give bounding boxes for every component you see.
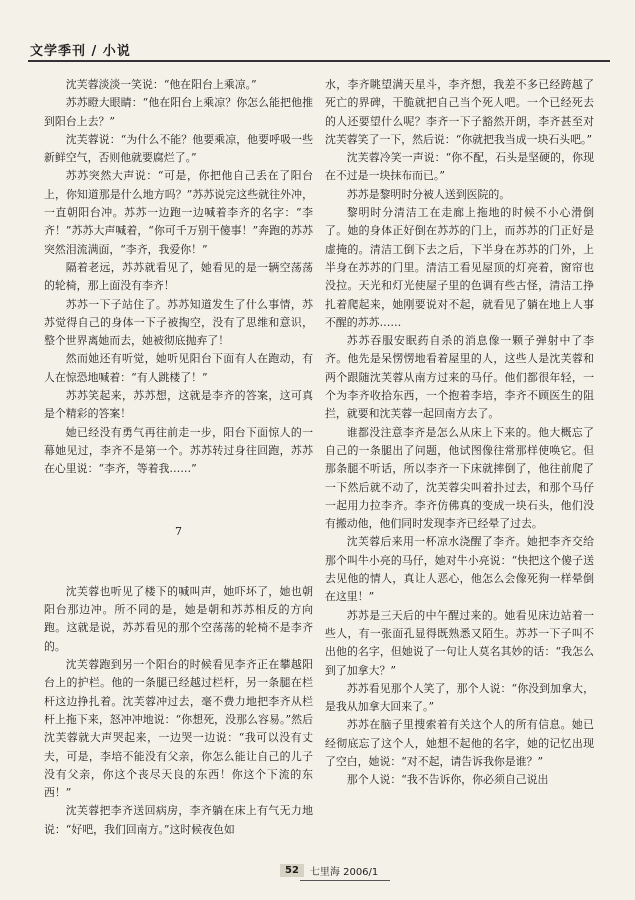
paragraph: 沈芙蓉淡淡一笑说：“他在阳台上乘凉。” — [65, 78, 257, 91]
paragraph: 沈芙蓉后来用一杯凉水浇醒了李齐。她把李齐交给那个叫牛小亮的马仔，她对牛小亮说：“快把这个傻子送去见他的情人，真让人恶心，他怎么会像死狗一样晕倒在这里！” — [325, 535, 594, 604]
paragraph: 然而她还有听觉，她听见阳台下面有人在跑动，有人在惊恐地喊着：“有人跳楼了！” — [44, 352, 313, 384]
paragraph: 她已经没有勇气再往前走一步，阳台下面惊人的一幕她见过，李齐不是第一个。苏苏转过身往回跑，苏苏在心里说：“李齐，等着我……” — [44, 425, 313, 476]
section-number: 7 — [175, 524, 182, 538]
page-number: 52 — [280, 864, 304, 877]
paragraph: 苏苏突然大声说：“可是，你把他自己丢在了阳台上，你知道那是什么地方吗？”苏苏说完这些就往外冲，一直朝阳台冲。苏苏一边跑一边喊着李齐的名字：“李齐！”苏苏大声喊着，“你可千万别干傻事！”奔跑的苏苏突然泪流满面，“李齐，我爱你！” — [44, 169, 313, 256]
footer-rule — [300, 880, 390, 881]
right-column — [325, 76, 594, 790]
paragraph: 谁都没注意李齐是怎么从床上下来的。他大概忘了自己的一条腿出了问题，他试图像往常那样使唤它。但那条腿不听话，所以李齐一下床就摔倒了，他往前爬了一下然后就不动了，沈芙蓉尖叫着扑过去，和那个马仔一起用力拉李齐。李齐仿佛真的变成一块石头，他们没有搬动他，他们同时发现李齐已经晕了过去。 — [325, 425, 594, 531]
paragraph: 沈芙蓉跑到另一个阳台的时候看见李齐正在攀越阳台上的护栏。他的一条腿已经越过栏杆，另一条腿在栏杆这边挣扎着。沈芙蓉冲过去，毫不费力地把李齐从栏杆上拖下来，怒冲冲地说：“你想死，没那么容易。”然后沈芙蓉就大声哭起来，一边哭一边说：“我可以没有丈夫，可是，李培不能没有父亲，你怎么能让自己的儿子没有父亲，你这个丧尽天良的东西！你这个下流的东西！” — [44, 658, 313, 800]
paragraph: 黎明时分清洁工在走廊上拖地的时候不小心滑倒了。她的身体正好倒在苏苏的门上，而苏苏的门正好是虚掩的。清洁工倒下去之后，下半身在苏苏的门外，上半身在苏苏的门里。清洁工看见屋顶的灯亮着，窗帘也没拉。天光和灯光使屋子里的色调有些古怪，清洁工挣扎着爬起来，她刚要说对不起，就看见了躺在地上人事不醒的苏苏…… — [325, 206, 594, 329]
paragraph: 苏苏是三天后的中午醒过来的。她看见床边站着一些人，有一张面孔显得既熟悉又陌生。苏苏一下子叫不出他的名字，但她说了一句让人莫名其妙的话：“我怎么到了加拿大？” — [325, 608, 594, 677]
paragraph: 水，李齐眺望满天星斗，李齐想，我差不多已经跨越了死亡的界碑，干脆就把自己当个死人吧。一个已经死去的人还要望什么呢？李齐一下子豁然开朗，李齐甚至对沈芙蓉笑了一下，然后说：“你就把我当成一块石头吧。” — [325, 78, 594, 146]
header-rule — [28, 60, 610, 62]
paragraph: 沈芙蓉也听见了楼下的喊叫声，她吓坏了，她也朝阳台那边冲。所不同的是，她是朝和苏苏相反的方向跑。这就是说，苏苏看见的那个空荡荡的轮椅不是李齐的。 — [44, 584, 313, 653]
paragraph: 苏苏一下子站住了。苏苏知道发生了什么事情，苏苏觉得自己的身体一下子被掏空，没有了思维和意识，整个世界离她而去，她被彻底抛弃了！ — [44, 297, 313, 348]
paragraph: 沈芙蓉把李齐送回病房，李齐躺在床上有气无力地说：“好吧，我们回南方。”这时候夜色如 — [44, 804, 313, 836]
paragraph: 苏苏在脑子里搜索着有关这个人的所有信息。她已经彻底忘了这个人，她想不起他的名字，她的记忆出现了空白，她说：“对不起，请告诉我你是谁？” — [325, 718, 594, 768]
page-footer — [280, 863, 378, 878]
paragraph: 沈芙蓉冷笑一声说：“你不配，石头是坚硬的，你现在不过是一块抹布而已。” — [325, 151, 594, 183]
paragraph: 隔着老远，苏苏就看见了，她看见的是一辆空荡荡的轮椅，那上面没有李齐！ — [44, 260, 313, 293]
left-column — [44, 76, 313, 839]
paragraph: 那个人说：“我不告诉你，你必须自己说出 — [346, 773, 549, 787]
paragraph: 苏苏瞪大眼睛：“他在阳台上乘凉？你怎么能把他推到阳台上去？” — [44, 96, 313, 128]
paragraph: 苏苏看见那个人笑了，那个人说：“你没到加拿大，是我从加拿大回来了。” — [325, 681, 594, 714]
running-header: 文学季刊 / 小说 — [30, 44, 131, 59]
paragraph: 苏苏是黎明时分被人送到医院的。 — [346, 187, 511, 201]
issue-label: 七里海 2006/1 — [309, 867, 379, 878]
paragraph: 苏苏吞服安眠药自杀的消息像一颗子弹射中了李齐。他先是呆愣愣地看着屋里的人，这些人是沈芙蓉和两个跟随沈芙蓉从南方过来的马仔。他们都很年轻，一个为李齐收拾东西，一个抱着李培，李齐不顾医生的阻拦，就要和沈芙蓉一起回南方去了。 — [325, 334, 594, 421]
paragraph: 苏苏笑起来，苏苏想，这就是李齐的答案，这可真是个精彩的答案！ — [44, 389, 313, 421]
paragraph: 沈芙蓉说：“为什么不能？他要乘凉，他要呼吸一些新鲜空气，否则他就要腐烂了。” — [44, 132, 313, 165]
